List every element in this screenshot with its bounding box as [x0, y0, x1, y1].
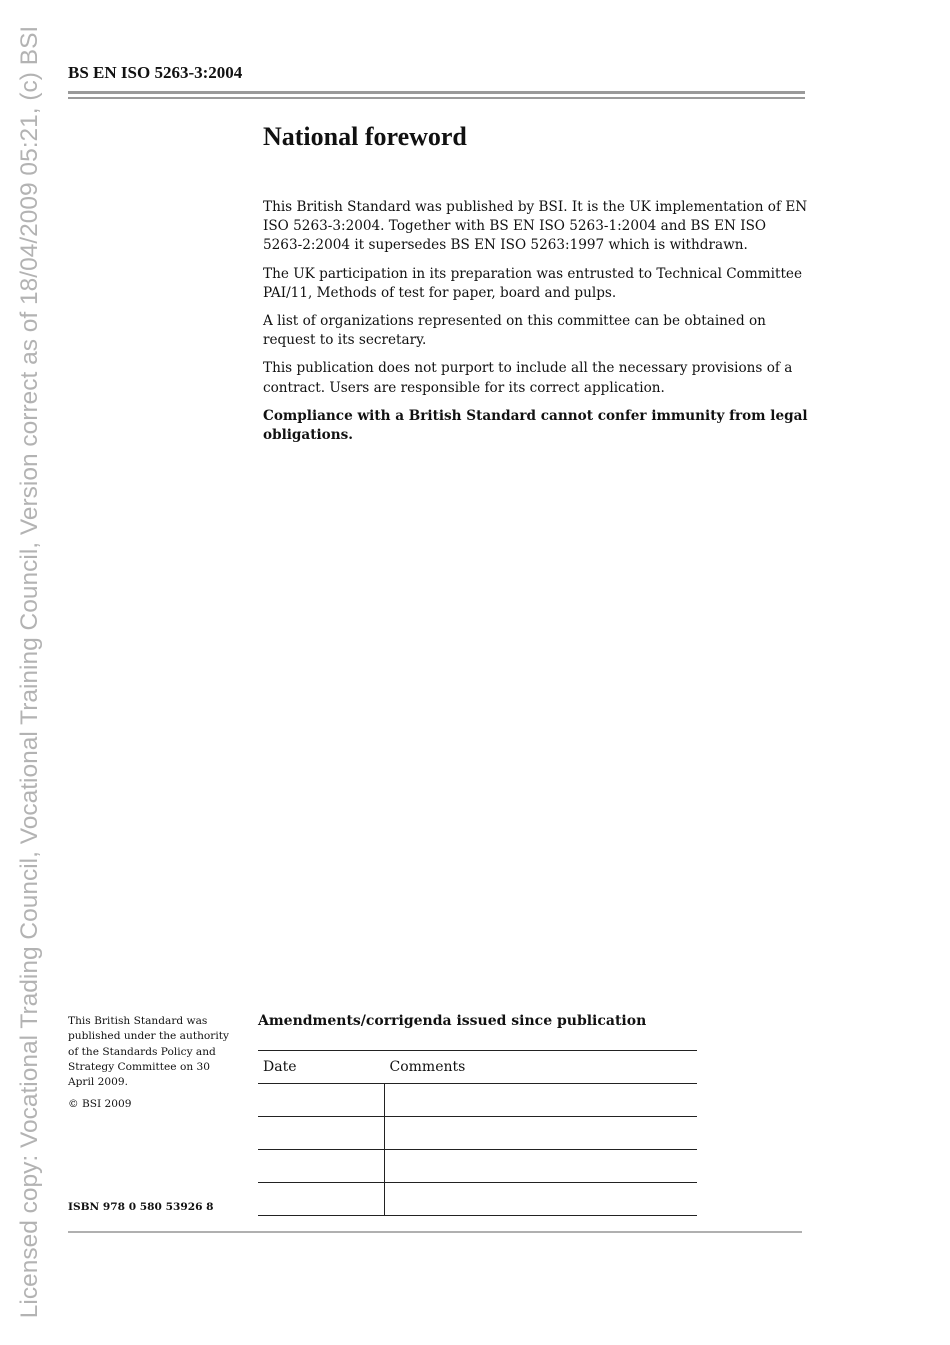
publication-authority-text: This British Standard was published under the authority of the Standards Policy and Strategy Committee on 30 April 2009. [68, 1015, 229, 1089]
table-row [258, 1084, 697, 1117]
copyright-text: © BSI 2009 [68, 1098, 132, 1111]
isbn-number: ISBN 978 0 580 53926 8 [68, 1201, 214, 1213]
header-divider [68, 91, 805, 94]
column-header-comments: Comments [385, 1051, 698, 1084]
foreword-paragraph: A list of organizations represented on this committee can be obtained on request to its secretary. [263, 313, 766, 349]
comments-cell [385, 1117, 698, 1150]
table-header-row [258, 1051, 697, 1084]
comments-cell [385, 1084, 698, 1117]
publication-note [68, 1014, 233, 1120]
amendments-table [258, 1050, 697, 1216]
foreword-paragraph: The UK participation in its preparation was entrusted to Technical Committee PAI/11, Methods of test for paper, board and pulps. [263, 265, 802, 301]
comments-cell [385, 1150, 698, 1183]
document-code: BS EN ISO 5263-3:2004 [68, 63, 243, 82]
header-divider-secondary [68, 97, 805, 99]
page-title: National foreword [263, 122, 467, 151]
foreword-paragraph: This publication does not purport to include all the necessary provisions of a contract. Users are responsible for its correct application. [263, 360, 793, 396]
foreword-section [263, 120, 808, 454]
footer-divider [68, 1231, 802, 1233]
comments-cell [385, 1183, 698, 1216]
table-row [258, 1183, 697, 1216]
date-cell [258, 1117, 385, 1150]
date-cell [258, 1084, 385, 1117]
table-row [258, 1117, 697, 1150]
compliance-statement: Compliance with a British Standard cannot confer immunity from legal obligations. [263, 407, 808, 444]
date-cell [258, 1183, 385, 1216]
foreword-paragraph: This British Standard was published by BSI. It is the UK implementation of EN ISO 5263-3:2004. Together with BS EN ISO 5263-1:2004 and BS EN ISO 5263-2:2004 it supersedes BS EN ISO 5263:1997 which is withdrawn. [263, 199, 808, 254]
table-row [258, 1150, 697, 1183]
amendments-title: Amendments/corrigenda issued since publication [258, 1013, 647, 1029]
watermark-text: Licensed copy: Vocational Trading Council, Vocational Training Council, Version correct as of 18/04/2009 05:21, (c) BSI [16, 25, 43, 1319]
license-watermark [2, 0, 58, 1345]
column-header-date: Date [258, 1051, 385, 1084]
date-cell [258, 1150, 385, 1183]
